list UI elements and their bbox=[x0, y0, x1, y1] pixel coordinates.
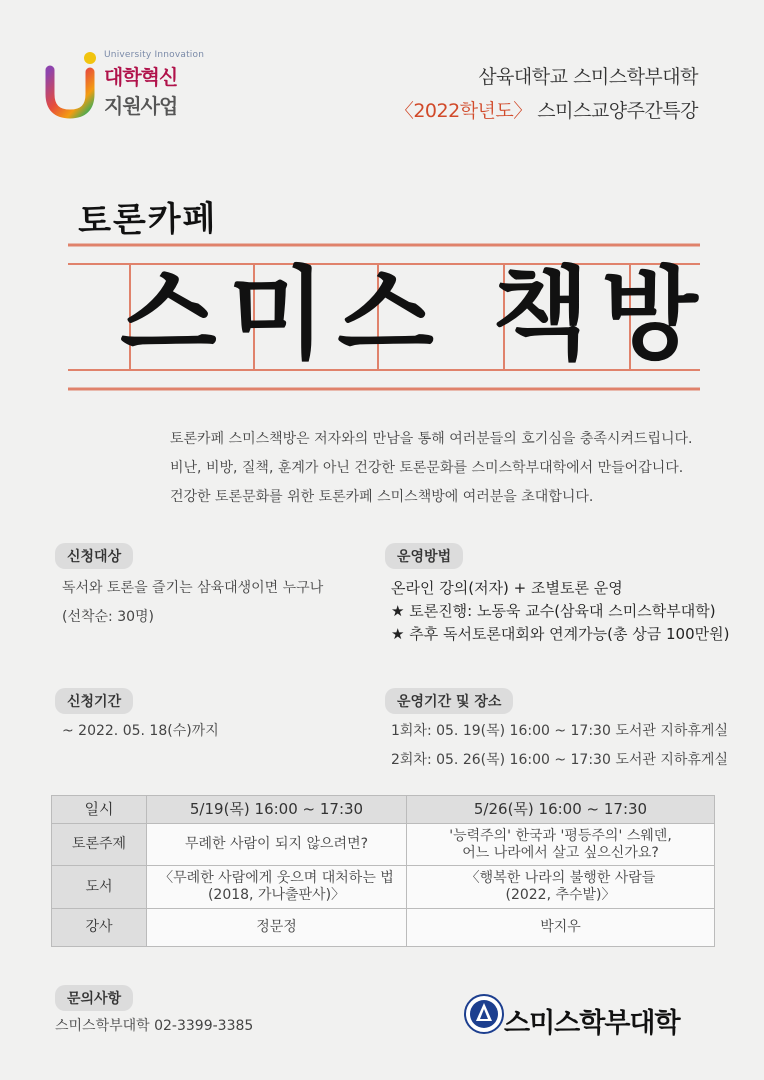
period-line: ~ 2022. 05. 18(수)까지 bbox=[62, 723, 219, 739]
table-cell-line: 〈행복한 나라의 불행한 사람들 bbox=[465, 870, 656, 886]
header-event bbox=[395, 96, 698, 123]
target-badge: 신청대상 bbox=[55, 543, 133, 569]
table-cell-line: 무례한 사람이 되지 않으려면? bbox=[184, 836, 369, 852]
table-cell-line: (2022, 추수밭)〉 bbox=[505, 887, 616, 903]
target-line: (선착순: 30명) bbox=[62, 609, 155, 625]
schedule-line: 2회차: 05. 26(목) 16:00 ~ 17:30 도서관 지하휴게실 bbox=[391, 752, 728, 768]
intro-paragraph bbox=[170, 425, 730, 512]
header-university: 삼육대학교 스미스학부대학 bbox=[478, 66, 698, 88]
department-name: 스미스학부대학 bbox=[504, 1008, 680, 1039]
table-cell bbox=[407, 909, 715, 947]
u-logo-mark-icon bbox=[44, 48, 104, 120]
logo-line2: 지원사업 bbox=[104, 94, 178, 118]
table-header-cell: 일시 bbox=[52, 796, 147, 824]
main-title: 스미스 책방 bbox=[120, 256, 710, 373]
university-seal-icon bbox=[464, 994, 504, 1034]
schedule-badge: 운영기간 및 장소 bbox=[385, 688, 513, 714]
logo-small-text: University Innovation bbox=[104, 50, 205, 60]
schedule-line: 1회차: 05. 19(목) 16:00 ~ 17:30 도서관 지하휴게실 bbox=[391, 723, 728, 739]
header-year: 〈2022학년도〉 bbox=[394, 100, 532, 122]
table-row-label: 도서 bbox=[52, 866, 147, 909]
table-cell-line: (2018, 가나출판사)〉 bbox=[207, 887, 346, 903]
target-line: 독서와 토론을 즐기는 삼육대생이면 누구나 bbox=[62, 580, 324, 596]
table-row-label: 강사 bbox=[52, 909, 147, 947]
title-small: 토론카페 bbox=[77, 198, 218, 242]
method-line: 온라인 강의(저자) + 조별토론 운영 bbox=[391, 579, 623, 597]
table-row bbox=[52, 824, 715, 866]
table-cell-line: 어느 나라에서 살고 싶으신가요? bbox=[462, 844, 659, 861]
table-cell bbox=[147, 909, 407, 947]
table-cell bbox=[407, 824, 715, 866]
table-cell bbox=[147, 824, 407, 866]
table-cell bbox=[147, 866, 407, 909]
period-badge: 신청기간 bbox=[55, 688, 133, 714]
schedule-table bbox=[51, 795, 715, 947]
table-cell-line: 정문정 bbox=[256, 919, 297, 935]
table-cell-line: '능력주의' 한국과 '평등주의' 스웨덴, bbox=[449, 827, 672, 844]
university-innovation-logo bbox=[44, 44, 204, 128]
table-cell-line: 박지우 bbox=[540, 919, 581, 935]
method-line: ★ 추후 독서토론대회와 연계가능(총 상금 100만원) bbox=[391, 625, 730, 643]
table-row bbox=[52, 866, 715, 909]
contact-badge: 문의사항 bbox=[55, 985, 133, 1011]
intro-line: 건강한 토론문화를 위한 토론카페 스미스책방에 여러분을 초대합니다. bbox=[170, 489, 594, 505]
intro-line: 비난, 비방, 질책, 훈계가 아닌 건강한 토론문화를 스미스학부대학에서 만들어갑니다. bbox=[170, 460, 684, 476]
header-event-name: 스미스교양주간특강 bbox=[531, 100, 698, 122]
contact-text: 스미스학부대학 02-3399-3385 bbox=[55, 1018, 254, 1034]
table-cell-line: 〈무례한 사람에게 웃으며 대처하는 법 bbox=[159, 870, 394, 886]
table-header-cell: 5/26(목) 16:00 ~ 17:30 bbox=[407, 796, 715, 824]
table-cell bbox=[407, 866, 715, 909]
table-row-label: 토론주제 bbox=[52, 824, 147, 866]
table-row bbox=[52, 909, 715, 947]
table-header-cell: 5/19(목) 16:00 ~ 17:30 bbox=[147, 796, 407, 824]
table-header-row bbox=[52, 796, 715, 824]
logo-line1: 대학혁신 bbox=[104, 65, 178, 89]
method-badge: 운영방법 bbox=[385, 543, 463, 569]
intro-line: 토론카페 스미스책방은 저자와의 만남을 통해 여러분들의 호기심을 충족시켜드립니다. bbox=[170, 431, 693, 447]
method-line: ★ 토론진행: 노동욱 교수(삼육대 스미스학부대학) bbox=[391, 602, 716, 620]
